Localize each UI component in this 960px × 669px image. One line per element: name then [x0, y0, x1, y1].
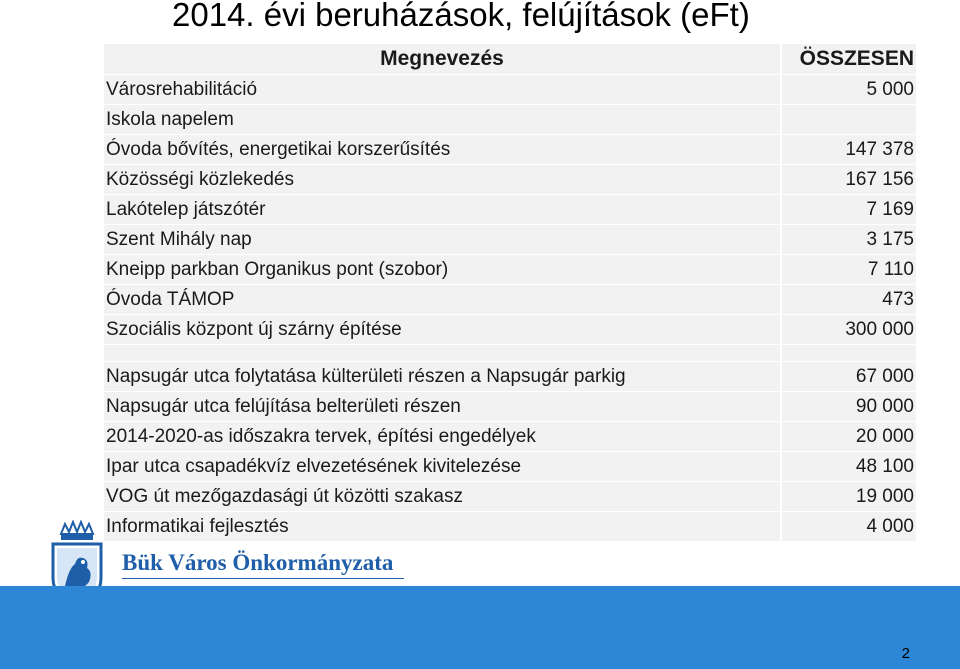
investment-table: [104, 44, 916, 542]
column-header-total: ÖSSZESEN: [799, 47, 914, 70]
table-row: [104, 452, 916, 481]
row-value: 4 000: [866, 515, 914, 537]
table-spacer-row: [104, 345, 916, 361]
table-row: [104, 165, 916, 194]
row-value: 147 378: [845, 138, 914, 160]
table-row: [104, 255, 916, 284]
table-row: [104, 105, 916, 134]
table-row: [104, 315, 916, 344]
footer-band: [0, 586, 960, 669]
table-row: [104, 75, 916, 104]
table-row: [104, 422, 916, 451]
row-value: 3 175: [866, 228, 914, 250]
row-name: Napsugár utca felújítása belterületi részen: [106, 395, 461, 417]
column-header-name: Megnevezés: [380, 47, 504, 70]
row-value: 67 000: [855, 365, 914, 387]
brand-name: Bük Város Önkormányzata: [122, 550, 394, 575]
row-value: [780, 105, 914, 134]
table-row: [104, 392, 916, 421]
table-header: [104, 44, 916, 74]
row-name: 2014-2020-as időszakra tervek, építési engedélyek: [106, 425, 536, 447]
row-name: Szociális központ új szárny építése: [106, 318, 402, 340]
row-value: 7 169: [866, 198, 914, 220]
row-value: 19 000: [855, 485, 914, 507]
row-value: 48 100: [855, 455, 914, 477]
row-value: 7 110: [867, 258, 914, 280]
table-row: [104, 285, 916, 314]
column-divider: [780, 345, 782, 361]
row-name: Napsugár utca folytatása külterületi részen a Napsugár parkig: [106, 365, 626, 387]
row-name: Iskola napelem: [106, 108, 234, 130]
row-name: Szent Mihály nap: [106, 228, 252, 250]
row-name: Kneipp parkban Organikus pont (szobor): [106, 258, 449, 280]
page-title: 2014. évi beruházások, felújítások (eFt): [172, 0, 750, 33]
row-name: Lakótelep játszótér: [106, 198, 266, 220]
table-row: [104, 195, 916, 224]
page-number: 2: [901, 645, 910, 662]
row-value: 300 000: [845, 318, 914, 340]
table-row: [104, 362, 916, 391]
row-value: 473: [882, 288, 914, 310]
row-name: Városrehabilitáció: [106, 78, 258, 100]
table-row: [104, 512, 916, 541]
row-value: 90 000: [855, 395, 914, 417]
row-value: 20 000: [855, 425, 914, 447]
table-row: [104, 135, 916, 164]
row-name: VOG út mezőgazdasági út közötti szakasz: [106, 485, 463, 507]
row-name: Közösségi közlekedés: [106, 168, 294, 190]
table-row: [104, 225, 916, 254]
row-name: Óvoda TÁMOP: [106, 288, 235, 310]
row-value: 167 156: [845, 168, 914, 190]
row-name: Informatikai fejlesztés: [106, 515, 289, 537]
table-row: [104, 482, 916, 511]
brand-underline: [122, 578, 404, 579]
row-name: Ipar utca csapadékvíz elvezetésének kivitelezése: [106, 455, 522, 477]
row-value: 5 000: [866, 78, 914, 100]
row-name: Óvoda bővítés, energetikai korszerűsítés: [106, 138, 451, 160]
